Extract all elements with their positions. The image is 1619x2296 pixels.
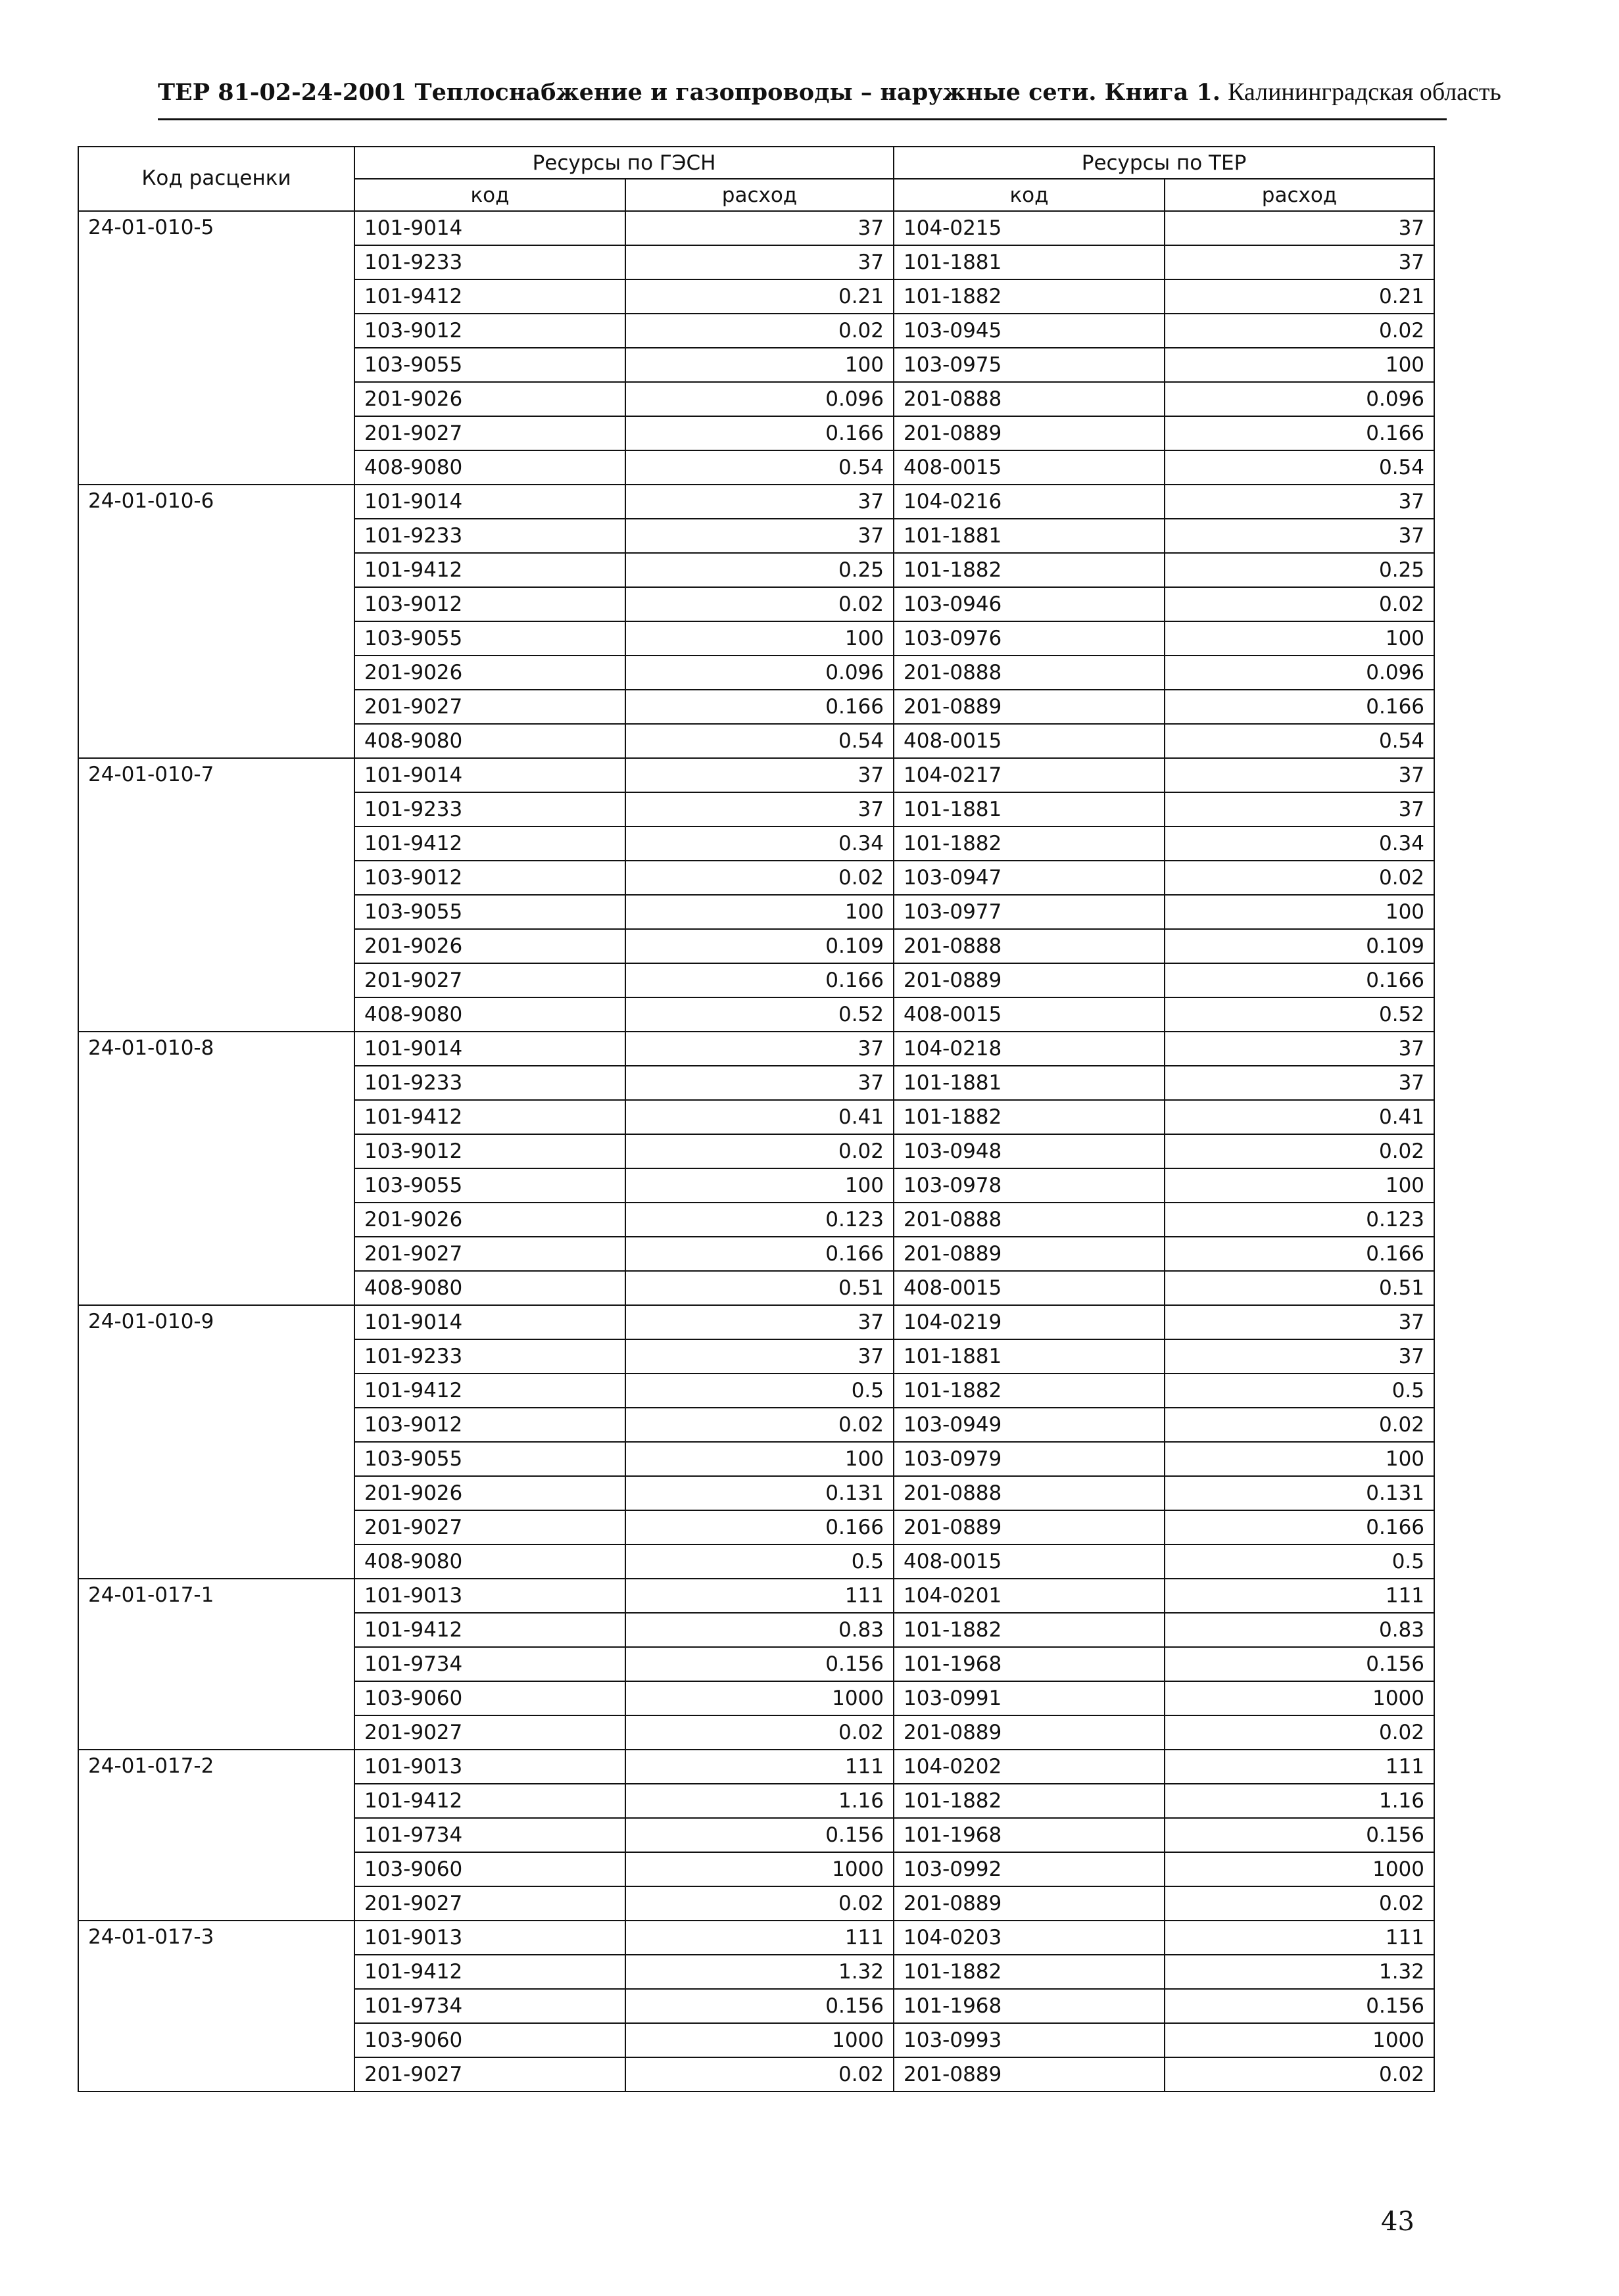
ter-code-cell: 101-1968 — [894, 1989, 1165, 2023]
gesn-qty-cell: 0.25 — [625, 553, 894, 587]
gesn-qty-cell: 0.54 — [625, 450, 894, 485]
gesn-code-cell: 201-9027 — [354, 416, 625, 450]
gesn-code-cell: 101-9014 — [354, 211, 625, 245]
ter-code-cell: 103-0948 — [894, 1134, 1165, 1168]
col-group-ter: Ресурсы по ТЕР — [894, 147, 1434, 179]
ter-qty-cell: 37 — [1165, 485, 1434, 519]
gesn-qty-cell: 0.02 — [625, 314, 894, 348]
table-row — [78, 1750, 1434, 1784]
ter-qty-cell: 100 — [1165, 348, 1434, 382]
ter-code-cell: 201-0888 — [894, 1476, 1165, 1510]
ter-qty-cell: 0.54 — [1165, 450, 1434, 485]
ter-qty-cell: 37 — [1165, 245, 1434, 279]
rates-table — [78, 146, 1435, 2092]
ter-code-cell: 101-1882 — [894, 1100, 1165, 1134]
ter-code-cell: 201-0889 — [894, 1237, 1165, 1271]
gesn-code-cell: 408-9080 — [354, 1544, 625, 1579]
gesn-qty-cell: 0.096 — [625, 656, 894, 690]
gesn-code-cell: 103-9012 — [354, 1134, 625, 1168]
ter-code-cell: 101-1882 — [894, 1784, 1165, 1818]
gesn-code-cell: 101-9412 — [354, 1955, 625, 1989]
gesn-qty-cell: 0.02 — [625, 2057, 894, 2092]
ter-code-cell: 104-0215 — [894, 211, 1165, 245]
gesn-code-cell: 201-9027 — [354, 1237, 625, 1271]
table-body — [78, 211, 1434, 2092]
gesn-qty-cell: 0.166 — [625, 1237, 894, 1271]
gesn-qty-cell: 0.166 — [625, 690, 894, 724]
gesn-code-cell: 101-9734 — [354, 1647, 625, 1681]
gesn-code-cell: 101-9412 — [354, 553, 625, 587]
ter-qty-cell: 0.156 — [1165, 1647, 1434, 1681]
gesn-code-cell: 201-9026 — [354, 929, 625, 963]
gesn-qty-cell: 0.156 — [625, 1647, 894, 1681]
ter-code-cell: 103-0947 — [894, 861, 1165, 895]
ter-code-cell: 101-1882 — [894, 1613, 1165, 1647]
gesn-qty-cell: 37 — [625, 211, 894, 245]
rate-code-cell: 24-01-010-6 — [78, 485, 354, 758]
ter-code-cell: 103-0993 — [894, 2023, 1165, 2057]
rate-code-cell: 24-01-010-5 — [78, 211, 354, 485]
gesn-qty-cell: 0.02 — [625, 1715, 894, 1750]
ter-qty-cell: 37 — [1165, 1066, 1434, 1100]
ter-qty-cell: 111 — [1165, 1750, 1434, 1784]
gesn-code-cell: 201-9027 — [354, 1886, 625, 1921]
gesn-code-cell: 103-9060 — [354, 1681, 625, 1715]
ter-qty-cell: 1000 — [1165, 1852, 1434, 1886]
gesn-code-cell: 201-9027 — [354, 690, 625, 724]
gesn-code-cell: 103-9012 — [354, 587, 625, 621]
ter-code-cell: 104-0217 — [894, 758, 1165, 792]
ter-qty-cell: 37 — [1165, 211, 1434, 245]
gesn-code-cell: 101-9014 — [354, 485, 625, 519]
gesn-qty-cell: 111 — [625, 1579, 894, 1613]
gesn-qty-cell: 0.34 — [625, 826, 894, 861]
gesn-code-cell: 408-9080 — [354, 450, 625, 485]
gesn-qty-cell: 0.52 — [625, 997, 894, 1032]
gesn-qty-cell: 1.32 — [625, 1955, 894, 1989]
ter-code-cell: 101-1882 — [894, 1955, 1165, 1989]
ter-qty-cell: 37 — [1165, 1339, 1434, 1374]
ter-qty-cell: 0.21 — [1165, 279, 1434, 314]
ter-code-cell: 201-0888 — [894, 929, 1165, 963]
col-ter-code: код — [894, 179, 1165, 211]
gesn-code-cell: 408-9080 — [354, 1271, 625, 1305]
gesn-qty-cell: 0.21 — [625, 279, 894, 314]
gesn-code-cell: 101-9412 — [354, 1613, 625, 1647]
rate-code-cell: 24-01-010-7 — [78, 758, 354, 1032]
gesn-qty-cell: 0.5 — [625, 1544, 894, 1579]
header-title: ТЕР 81-02-24-2001 Теплоснабжение и газопроводы – наружные сети. Книга 1. — [158, 79, 1220, 106]
gesn-code-cell: 101-9014 — [354, 758, 625, 792]
ter-qty-cell: 0.02 — [1165, 1886, 1434, 1921]
gesn-code-cell: 103-9012 — [354, 314, 625, 348]
gesn-qty-cell: 0.166 — [625, 963, 894, 997]
ter-code-cell: 201-0889 — [894, 416, 1165, 450]
gesn-qty-cell: 0.02 — [625, 587, 894, 621]
gesn-qty-cell: 0.5 — [625, 1374, 894, 1408]
ter-qty-cell: 0.166 — [1165, 690, 1434, 724]
page-number: 43 — [1381, 2207, 1414, 2237]
gesn-code-cell: 103-9055 — [354, 1168, 625, 1203]
rate-code-cell: 24-01-010-9 — [78, 1305, 354, 1579]
gesn-qty-cell: 0.166 — [625, 416, 894, 450]
ter-code-cell: 201-0888 — [894, 656, 1165, 690]
gesn-code-cell: 101-9412 — [354, 279, 625, 314]
ter-code-cell: 101-1881 — [894, 519, 1165, 553]
ter-qty-cell: 0.83 — [1165, 1613, 1434, 1647]
ter-code-cell: 103-0975 — [894, 348, 1165, 382]
col-group-gesn: Ресурсы по ГЭСН — [354, 147, 894, 179]
gesn-code-cell: 101-9233 — [354, 245, 625, 279]
gesn-qty-cell: 111 — [625, 1750, 894, 1784]
col-gesn-code: код — [354, 179, 625, 211]
gesn-qty-cell: 0.02 — [625, 861, 894, 895]
gesn-code-cell: 201-9027 — [354, 1510, 625, 1544]
gesn-code-cell: 101-9233 — [354, 519, 625, 553]
gesn-code-cell: 201-9026 — [354, 1476, 625, 1510]
table-row — [78, 1305, 1434, 1339]
table-row — [78, 758, 1434, 792]
ter-qty-cell: 0.51 — [1165, 1271, 1434, 1305]
gesn-code-cell: 201-9027 — [354, 963, 625, 997]
gesn-code-cell: 101-9412 — [354, 826, 625, 861]
ter-code-cell: 101-1968 — [894, 1647, 1165, 1681]
table-row — [78, 1921, 1434, 1955]
ter-qty-cell: 0.123 — [1165, 1203, 1434, 1237]
gesn-qty-cell: 37 — [625, 1066, 894, 1100]
gesn-qty-cell: 0.109 — [625, 929, 894, 963]
ter-code-cell: 408-0015 — [894, 997, 1165, 1032]
gesn-qty-cell: 37 — [625, 758, 894, 792]
gesn-qty-cell: 0.02 — [625, 1408, 894, 1442]
gesn-qty-cell: 100 — [625, 348, 894, 382]
ter-qty-cell: 0.52 — [1165, 997, 1434, 1032]
table-head — [78, 147, 1434, 211]
table-row — [78, 1579, 1434, 1613]
ter-qty-cell: 0.41 — [1165, 1100, 1434, 1134]
ter-qty-cell: 0.5 — [1165, 1544, 1434, 1579]
ter-code-cell: 101-1882 — [894, 279, 1165, 314]
header-region: Калининградская область — [1228, 78, 1501, 106]
ter-code-cell: 101-1882 — [894, 826, 1165, 861]
table-row — [78, 211, 1434, 245]
ter-qty-cell: 0.109 — [1165, 929, 1434, 963]
gesn-code-cell: 101-9233 — [354, 792, 625, 826]
gesn-qty-cell: 37 — [625, 1339, 894, 1374]
ter-code-cell: 201-0888 — [894, 382, 1165, 416]
gesn-qty-cell: 111 — [625, 1921, 894, 1955]
gesn-qty-cell: 0.83 — [625, 1613, 894, 1647]
gesn-code-cell: 101-9412 — [354, 1374, 625, 1408]
gesn-code-cell: 201-9027 — [354, 2057, 625, 2092]
ter-code-cell: 104-0203 — [894, 1921, 1165, 1955]
gesn-code-cell: 101-9412 — [354, 1784, 625, 1818]
ter-code-cell: 408-0015 — [894, 1544, 1165, 1579]
ter-qty-cell: 1.32 — [1165, 1955, 1434, 1989]
ter-code-cell: 101-1881 — [894, 245, 1165, 279]
ter-code-cell: 201-0889 — [894, 1510, 1165, 1544]
gesn-code-cell: 201-9026 — [354, 1203, 625, 1237]
ter-qty-cell: 100 — [1165, 895, 1434, 929]
gesn-code-cell: 201-9026 — [354, 656, 625, 690]
ter-code-cell: 104-0219 — [894, 1305, 1165, 1339]
gesn-code-cell: 103-9012 — [354, 861, 625, 895]
col-gesn-qty: расход — [625, 179, 894, 211]
gesn-code-cell: 103-9060 — [354, 1852, 625, 1886]
gesn-qty-cell: 0.123 — [625, 1203, 894, 1237]
gesn-qty-cell: 37 — [625, 485, 894, 519]
ter-code-cell: 101-1881 — [894, 792, 1165, 826]
ter-code-cell: 103-0991 — [894, 1681, 1165, 1715]
rate-code-cell: 24-01-017-1 — [78, 1579, 354, 1750]
gesn-qty-cell: 0.166 — [625, 1510, 894, 1544]
gesn-qty-cell: 0.156 — [625, 1989, 894, 2023]
ter-code-cell: 103-0977 — [894, 895, 1165, 929]
ter-qty-cell: 1000 — [1165, 2023, 1434, 2057]
ter-code-cell: 103-0992 — [894, 1852, 1165, 1886]
gesn-qty-cell: 0.131 — [625, 1476, 894, 1510]
ter-qty-cell: 0.02 — [1165, 1408, 1434, 1442]
gesn-code-cell: 101-9013 — [354, 1579, 625, 1613]
ter-qty-cell: 37 — [1165, 758, 1434, 792]
ter-qty-cell: 0.131 — [1165, 1476, 1434, 1510]
ter-qty-cell: 37 — [1165, 519, 1434, 553]
ter-qty-cell: 0.096 — [1165, 656, 1434, 690]
gesn-qty-cell: 0.02 — [625, 1134, 894, 1168]
ter-code-cell: 101-1882 — [894, 553, 1165, 587]
rate-code-cell: 24-01-017-2 — [78, 1750, 354, 1921]
ter-code-cell: 104-0216 — [894, 485, 1165, 519]
ter-qty-cell: 0.25 — [1165, 553, 1434, 587]
gesn-code-cell: 103-9055 — [354, 621, 625, 656]
gesn-qty-cell: 0.41 — [625, 1100, 894, 1134]
gesn-qty-cell: 0.51 — [625, 1271, 894, 1305]
gesn-qty-cell: 37 — [625, 245, 894, 279]
gesn-qty-cell: 37 — [625, 792, 894, 826]
ter-code-cell: 408-0015 — [894, 724, 1165, 758]
gesn-code-cell: 201-9027 — [354, 1715, 625, 1750]
ter-qty-cell: 100 — [1165, 1168, 1434, 1203]
ter-qty-cell: 1.16 — [1165, 1784, 1434, 1818]
gesn-code-cell: 103-9012 — [354, 1408, 625, 1442]
ter-code-cell: 103-0978 — [894, 1168, 1165, 1203]
ter-code-cell: 408-0015 — [894, 450, 1165, 485]
gesn-code-cell: 101-9734 — [354, 1989, 625, 2023]
ter-code-cell: 101-1882 — [894, 1374, 1165, 1408]
gesn-code-cell: 101-9013 — [354, 1750, 625, 1784]
gesn-qty-cell: 100 — [625, 1442, 894, 1476]
header-rule — [158, 118, 1447, 120]
ter-qty-cell: 0.166 — [1165, 963, 1434, 997]
ter-qty-cell: 0.02 — [1165, 1715, 1434, 1750]
gesn-qty-cell: 100 — [625, 621, 894, 656]
gesn-code-cell: 101-9013 — [354, 1921, 625, 1955]
table-head-row-1 — [78, 147, 1434, 179]
ter-code-cell: 408-0015 — [894, 1271, 1165, 1305]
gesn-qty-cell: 0.156 — [625, 1818, 894, 1852]
ter-code-cell: 104-0202 — [894, 1750, 1165, 1784]
gesn-code-cell: 103-9055 — [354, 1442, 625, 1476]
gesn-code-cell: 408-9080 — [354, 997, 625, 1032]
gesn-code-cell: 103-9060 — [354, 2023, 625, 2057]
col-rate-code: Код расценки — [78, 147, 354, 211]
ter-qty-cell: 0.02 — [1165, 314, 1434, 348]
ter-qty-cell: 0.34 — [1165, 826, 1434, 861]
ter-qty-cell: 111 — [1165, 1921, 1434, 1955]
gesn-qty-cell: 37 — [625, 1305, 894, 1339]
gesn-code-cell: 103-9055 — [354, 895, 625, 929]
rate-code-cell: 24-01-017-3 — [78, 1921, 354, 2092]
ter-code-cell: 103-0979 — [894, 1442, 1165, 1476]
ter-code-cell: 103-0949 — [894, 1408, 1165, 1442]
gesn-code-cell: 101-9233 — [354, 1339, 625, 1374]
ter-qty-cell: 0.02 — [1165, 1134, 1434, 1168]
ter-qty-cell: 0.156 — [1165, 1989, 1434, 2023]
gesn-code-cell: 101-9734 — [354, 1818, 625, 1852]
ter-qty-cell: 0.02 — [1165, 587, 1434, 621]
ter-code-cell: 201-0889 — [894, 1886, 1165, 1921]
ter-code-cell: 201-0888 — [894, 1203, 1165, 1237]
gesn-qty-cell: 0.096 — [625, 382, 894, 416]
rate-code-cell: 24-01-010-8 — [78, 1032, 354, 1305]
ter-code-cell: 201-0889 — [894, 2057, 1165, 2092]
ter-qty-cell: 0.166 — [1165, 416, 1434, 450]
ter-qty-cell: 0.166 — [1165, 1510, 1434, 1544]
gesn-code-cell: 101-9014 — [354, 1305, 625, 1339]
ter-code-cell: 201-0889 — [894, 1715, 1165, 1750]
ter-qty-cell: 0.5 — [1165, 1374, 1434, 1408]
gesn-qty-cell: 0.54 — [625, 724, 894, 758]
ter-qty-cell: 37 — [1165, 1032, 1434, 1066]
col-ter-qty: расход — [1165, 179, 1434, 211]
table-row — [78, 1032, 1434, 1066]
ter-qty-cell: 0.096 — [1165, 382, 1434, 416]
gesn-qty-cell: 37 — [625, 519, 894, 553]
ter-code-cell: 101-1881 — [894, 1339, 1165, 1374]
gesn-qty-cell: 1000 — [625, 1852, 894, 1886]
gesn-qty-cell: 37 — [625, 1032, 894, 1066]
gesn-qty-cell: 0.02 — [625, 1886, 894, 1921]
ter-code-cell: 104-0201 — [894, 1579, 1165, 1613]
page-header — [158, 78, 1501, 107]
table-row — [78, 485, 1434, 519]
ter-qty-cell: 37 — [1165, 1305, 1434, 1339]
gesn-qty-cell: 1000 — [625, 2023, 894, 2057]
ter-qty-cell: 0.166 — [1165, 1237, 1434, 1271]
ter-qty-cell: 111 — [1165, 1579, 1434, 1613]
ter-code-cell: 104-0218 — [894, 1032, 1165, 1066]
ter-qty-cell: 37 — [1165, 792, 1434, 826]
ter-code-cell: 101-1968 — [894, 1818, 1165, 1852]
ter-qty-cell: 1000 — [1165, 1681, 1434, 1715]
gesn-code-cell: 101-9233 — [354, 1066, 625, 1100]
gesn-code-cell: 408-9080 — [354, 724, 625, 758]
ter-qty-cell: 0.156 — [1165, 1818, 1434, 1852]
ter-code-cell: 201-0889 — [894, 690, 1165, 724]
ter-qty-cell: 0.54 — [1165, 724, 1434, 758]
gesn-code-cell: 103-9055 — [354, 348, 625, 382]
gesn-code-cell: 101-9412 — [354, 1100, 625, 1134]
ter-qty-cell: 100 — [1165, 621, 1434, 656]
gesn-code-cell: 101-9014 — [354, 1032, 625, 1066]
ter-code-cell: 103-0945 — [894, 314, 1165, 348]
ter-code-cell: 201-0889 — [894, 963, 1165, 997]
gesn-qty-cell: 100 — [625, 895, 894, 929]
ter-code-cell: 101-1881 — [894, 1066, 1165, 1100]
gesn-qty-cell: 1000 — [625, 1681, 894, 1715]
gesn-qty-cell: 100 — [625, 1168, 894, 1203]
ter-code-cell: 103-0946 — [894, 587, 1165, 621]
ter-qty-cell: 0.02 — [1165, 2057, 1434, 2092]
ter-code-cell: 103-0976 — [894, 621, 1165, 656]
ter-qty-cell: 100 — [1165, 1442, 1434, 1476]
gesn-code-cell: 201-9026 — [354, 382, 625, 416]
ter-qty-cell: 0.02 — [1165, 861, 1434, 895]
gesn-qty-cell: 1.16 — [625, 1784, 894, 1818]
